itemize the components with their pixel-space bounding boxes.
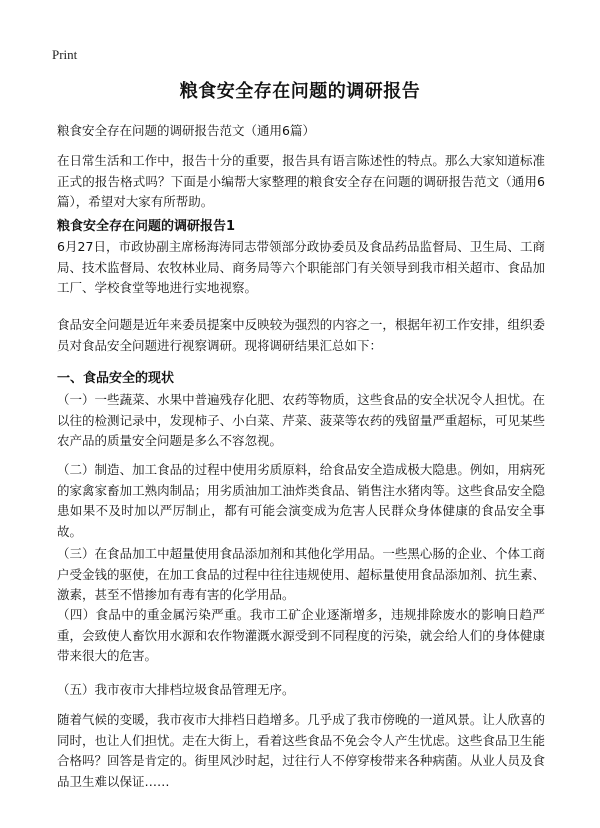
item-heavy-metals: （四）食品中的重金属污染严重。我市工矿企业逐渐增多，违规排除废水的影响日趋严重，会致使人畜饮用水源和农作物灌溉水源受到不同程度的污染，就会给人们的身体健康带来很大的危害。 bbox=[57, 607, 545, 663]
item-night-market: （五）我市夜市大排档垃圾食品管理无序。 bbox=[57, 682, 295, 697]
paragraph-visit: 6月27日，市政协副主席杨海涛同志带领部分政协委员及食品药品监督局、卫生局、工商局、技术监督局、农牧林业局、商务局等六个职能部门有关领导到我市相关超市、食品加工厂、学校食堂等地进行实地视察。 bbox=[57, 239, 545, 295]
document-subtitle: 粮食安全存在问题的调研报告范文（通用6篇） bbox=[57, 123, 315, 138]
item-inferior-materials: （二）制造、加工食品的过程中使用劣质原料，给食品安全造成极大隐患。例如，用病死的家禽家畜加工熟肉制品；用劣质油加工油炸类食品、销售注水猪肉等。这些食品安全隐患如果不及时加以严厉制止，都有可能会演变成为危害人民群众身体健康的食品安全事故。 bbox=[57, 462, 545, 539]
subheading-status: 一、食品安全的现状 bbox=[57, 371, 175, 386]
paragraph-background: 食品安全问题是近年来委员提案中反映较为强烈的内容之一，根据年初工作安排，组织委员对食品安全问题进行视察调研。现将调研结果汇总如下： bbox=[57, 317, 545, 353]
item-pesticide: （一）一些蔬菜、水果中普遍残存化肥、农药等物质，这些食品的安全状况令人担忧。在以往的检测记录中，发现柿子、小白菜、芹菜、菠菜等农药的残留量严重超标，可见某些农产品的质量安全问题是多么不容忽视。 bbox=[57, 392, 545, 448]
print-link[interactable]: Print bbox=[52, 47, 78, 62]
paragraph-night-market: 随着气候的变暖，我市夜市大排档日趋增多。几乎成了我市傍晚的一道风景。让人欣喜的同时，也让人们担忧。走在大街上，看着这些食品不免会令人产生忧虑。这些食品卫生能合格吗？回答是肯定的。街里风沙时起，过往行人不停穿梭带来各种病菌。从业人员及食品卫生难以保证…… bbox=[57, 712, 545, 789]
item-additives: （三）在食品加工中超量使用食品添加剂和其他化学用品。一些黑心肠的企业、个体工商户受金钱的驱使，在加工食品的过程中往往违规使用、超标量使用食品添加剂、抗生素、激素，甚至不惜掺加有毒有害的化学用品。 bbox=[57, 546, 545, 602]
document-title: 粮食安全存在问题的调研报告 bbox=[179, 81, 421, 102]
intro-paragraph: 在日常生活和工作中，报告十分的重要，报告具有语言陈述性的特点。那么大家知道标准正式的报告格式吗？下面是小编帮大家整理的粮食安全存在问题的调研报告范文（通用6篇），希望对大家有所帮助。 bbox=[57, 153, 545, 209]
section-heading: 粮食安全存在问题的调研报告1 bbox=[57, 219, 236, 234]
